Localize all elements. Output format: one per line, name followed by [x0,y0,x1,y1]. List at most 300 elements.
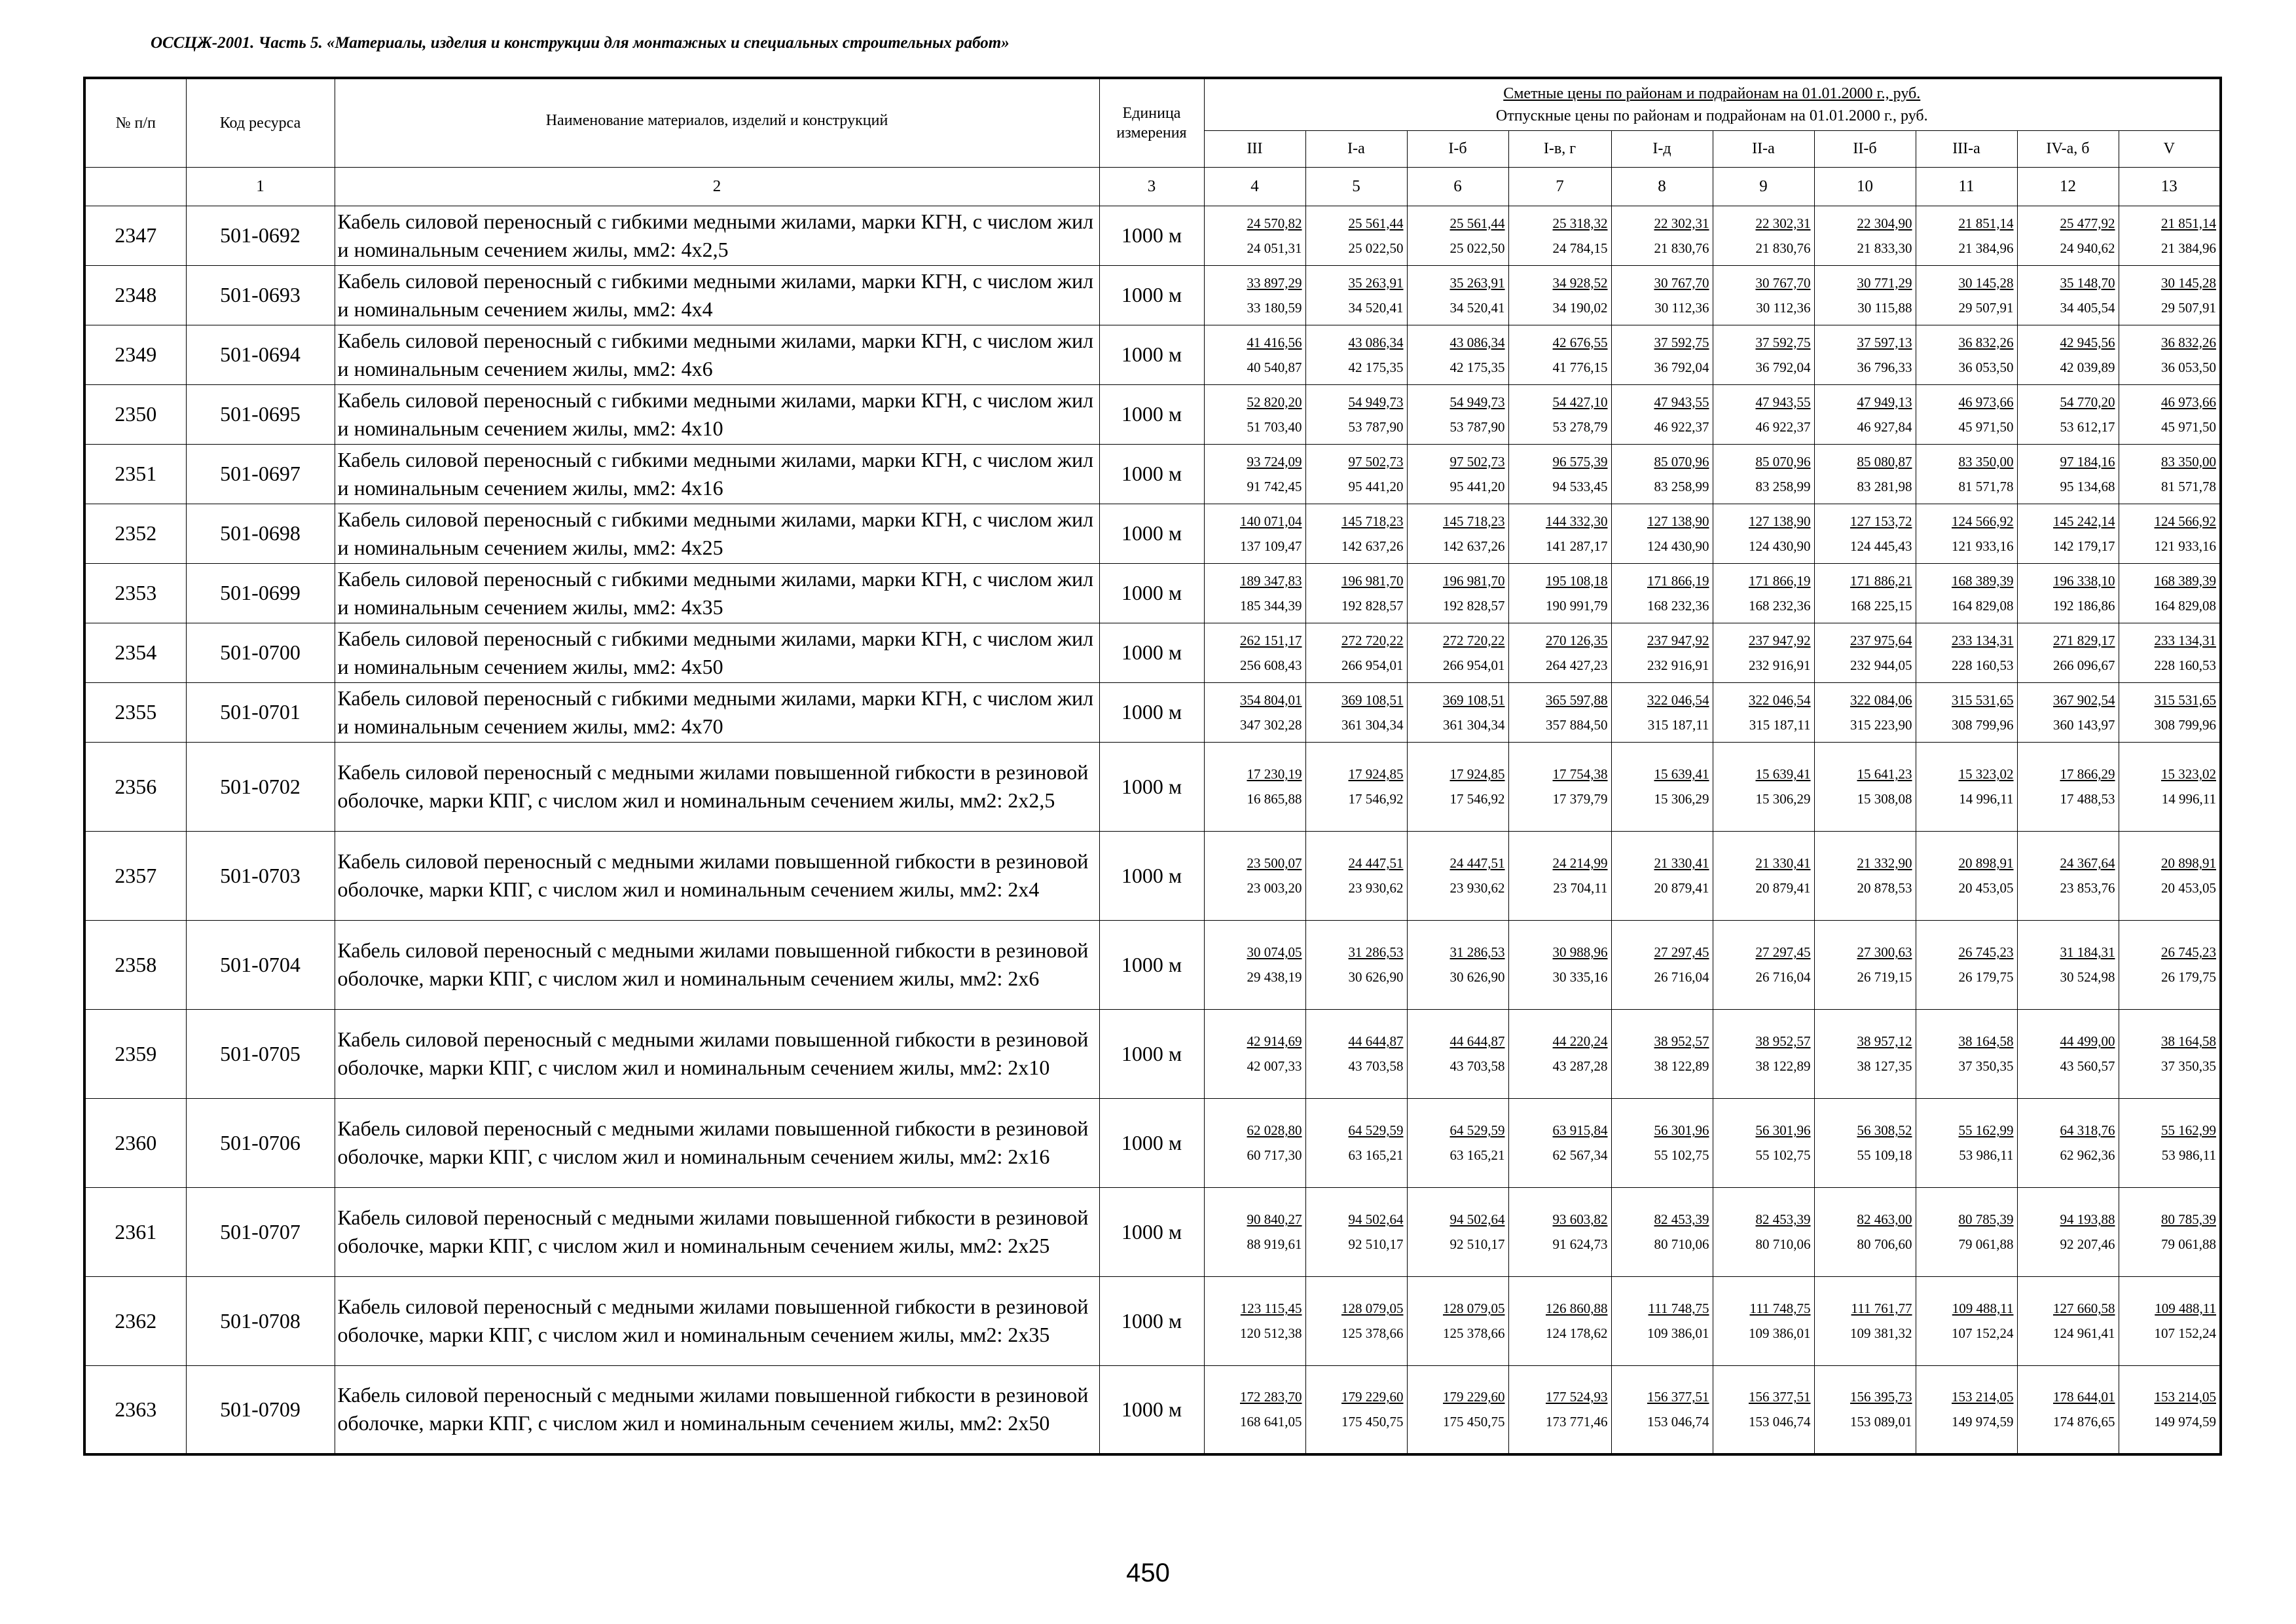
price-cell [1508,384,1611,444]
resource-code: 501-0697 [186,444,335,504]
estimated-price: 30 145,28 [2161,274,2216,291]
estimated-price: 54 770,20 [2060,394,2115,410]
material-name: Кабель силовой переносный с гибкими медными жилами, марки КГН, с числом жил и номинальным сечением жилы, мм2: 4х70 [335,682,1099,742]
price-cell [1611,265,1713,325]
estimated-price: 47 943,55 [1654,394,1709,410]
price-cell [1713,265,1814,325]
material-name: Кабель силовой переносный с медными жилами повышенной гибкости в резиновой оболочке, марки КПГ, с числом жил и номинальным сечением жилы, мм2: 2х50 [335,1365,1099,1454]
estimated-price: 237 947,92 [1647,632,1709,648]
estimated-price: 31 184,31 [2060,944,2115,960]
price-cell [1508,742,1611,831]
estimated-price: 30 074,05 [1247,944,1302,960]
header-code: Код ресурса [186,78,335,167]
release-price: 21 384,96 [1958,240,2014,256]
price-cell [1713,504,1814,563]
release-price: 30 524,98 [2060,969,2115,985]
release-price: 29 507,91 [1958,299,2014,316]
estimated-price: 126 860,88 [1546,1301,1608,1316]
release-price: 45 971,50 [2161,418,2216,435]
estimated-price: 97 184,16 [2060,453,2115,470]
price-cell [2017,920,2119,1009]
release-price: 308 799,96 [2154,716,2216,733]
estimated-price: 30 145,28 [1958,274,2014,291]
release-price: 36 792,04 [1654,359,1709,375]
column-number: 9 [1713,167,1814,206]
estimated-price: 26 745,23 [1958,944,2014,960]
estimated-price: 322 046,54 [1749,692,1811,708]
header-name: Наименование материалов, изделий и конструкций [335,78,1099,167]
price-cell [2017,325,2119,384]
release-price: 168 232,36 [1749,597,1811,614]
price-cell [1407,623,1508,682]
release-price: 24 051,31 [1247,240,1302,256]
price-cell [1407,325,1508,384]
price-cell [1611,1098,1713,1187]
price-cell [1305,742,1407,831]
estimated-price: 156 395,73 [1850,1389,1912,1405]
price-cell [2017,742,2119,831]
release-price: 175 450,75 [1341,1414,1404,1430]
release-price: 185 344,39 [1240,597,1302,614]
estimated-price: 124 566,92 [1952,513,2014,529]
row-number: 2358 [84,920,186,1009]
column-number: 11 [1916,167,2017,206]
unit: 1000 м [1099,682,1204,742]
estimated-price: 31 286,53 [1449,944,1505,960]
release-price: 137 109,47 [1240,538,1302,554]
release-price: 124 961,41 [2053,1325,2115,1341]
release-price: 42 039,89 [2060,359,2115,375]
header-region: III [1204,130,1305,167]
release-price: 55 102,75 [1755,1147,1811,1163]
price-cell [1407,742,1508,831]
estimated-price: 195 108,18 [1546,572,1608,589]
release-price: 361 304,34 [1341,716,1404,733]
estimated-price: 15 323,02 [1958,766,2014,782]
estimated-price: 144 332,30 [1546,513,1608,529]
release-price: 34 520,41 [1348,299,1404,316]
estimated-price: 41 416,56 [1247,334,1302,350]
column-number: 2 [335,167,1099,206]
release-price: 81 571,78 [2161,478,2216,494]
estimated-price: 109 488,11 [2155,1301,2216,1316]
price-cell [1916,384,2017,444]
price-cell [1204,831,1305,920]
release-price: 79 061,88 [2161,1236,2216,1252]
release-price: 83 281,98 [1857,478,1912,494]
estimated-price: 127 138,90 [1749,513,1811,529]
price-cell [2017,1009,2119,1098]
price-cell [1204,206,1305,265]
unit: 1000 м [1099,1365,1204,1454]
price-cell [1814,384,1916,444]
estimated-price: 233 134,31 [1952,632,2014,648]
estimated-price: 189 347,83 [1240,572,1302,589]
release-price: 46 922,37 [1755,418,1811,435]
column-number: 4 [1204,167,1305,206]
price-cell [2017,504,2119,563]
price-cell [1814,682,1916,742]
material-name: Кабель силовой переносный с медными жилами повышенной гибкости в резиновой оболочке, марки КПГ, с числом жил и номинальным сечением жилы, мм2: 2х6 [335,920,1099,1009]
estimated-price: 367 902,54 [2053,692,2115,708]
estimated-price: 24 447,51 [1449,855,1505,871]
estimated-price: 37 597,13 [1857,334,1912,350]
estimated-price: 23 500,07 [1247,855,1302,871]
estimated-price: 31 286,53 [1348,944,1404,960]
release-price: 46 922,37 [1654,418,1709,435]
release-price: 34 190,02 [1552,299,1608,316]
unit: 1000 м [1099,742,1204,831]
estimated-price: 94 502,64 [1449,1211,1505,1227]
estimated-price: 123 115,45 [1240,1301,1302,1316]
estimated-price: 82 453,39 [1654,1211,1709,1227]
price-cell [1611,1276,1713,1365]
price-cell [2017,682,2119,742]
estimated-price: 30 988,96 [1552,944,1608,960]
release-price: 228 160,53 [2154,657,2216,673]
release-price: 109 386,01 [1647,1325,1709,1341]
header-region: III-а [1916,130,2017,167]
estimated-price: 38 952,57 [1755,1033,1811,1049]
release-price: 30 112,36 [1654,299,1709,316]
estimated-price: 262 151,17 [1240,632,1302,648]
release-price: 192 828,57 [1443,597,1505,614]
price-cell [1916,444,2017,504]
table-row [84,206,2221,265]
estimated-price: 25 318,32 [1552,215,1608,231]
resource-code: 501-0699 [186,563,335,623]
release-price: 36 053,50 [2161,359,2216,375]
release-price: 149 974,59 [1952,1414,2014,1430]
estimated-price: 85 070,96 [1654,453,1709,470]
estimated-price: 85 070,96 [1755,453,1811,470]
estimated-price: 54 949,73 [1449,394,1505,410]
material-name: Кабель силовой переносный с гибкими медными жилами, марки КГН, с числом жил и номинальным сечением жилы, мм2: 4х2,5 [335,206,1099,265]
release-price: 121 933,16 [2154,538,2216,554]
estimated-price: 127 660,58 [2053,1301,2115,1316]
release-price: 20 879,41 [1654,880,1709,896]
release-price: 42 007,33 [1247,1058,1302,1074]
release-price: 23 930,62 [1348,880,1404,896]
release-price: 347 302,28 [1240,716,1302,733]
material-name: Кабель силовой переносный с гибкими медными жилами, марки КГН, с числом жил и номинальным сечением жилы, мм2: 4х35 [335,563,1099,623]
price-cell [1204,742,1305,831]
estimated-price: 80 785,39 [1958,1211,2014,1227]
release-price: 175 450,75 [1443,1414,1505,1430]
unit: 1000 м [1099,265,1204,325]
header-prices-estimated: Сметные цены по районам и подрайонам на 01.01.2000 г., руб. [1503,84,1921,102]
price-cell [1713,1098,1814,1187]
price-cell [2017,1276,2119,1365]
resource-code: 501-0707 [186,1187,335,1276]
estimated-price: 140 071,04 [1240,513,1302,529]
price-cell [1305,1187,1407,1276]
row-number: 2354 [84,623,186,682]
price-cell [1305,1276,1407,1365]
row-number: 2347 [84,206,186,265]
table-row [84,682,2221,742]
material-name: Кабель силовой переносный с гибкими медными жилами, марки КГН, с числом жил и номинальным сечением жилы, мм2: 4х6 [335,325,1099,384]
estimated-price: 271 829,17 [2053,632,2115,648]
release-price: 315 187,11 [1749,716,1811,733]
release-price: 36 792,04 [1755,359,1811,375]
material-name: Кабель силовой переносный с медными жилами повышенной гибкости в резиновой оболочке, марки КПГ, с числом жил и номинальным сечением жилы, мм2: 2х2,5 [335,742,1099,831]
price-cell [1611,831,1713,920]
release-price: 26 179,75 [2161,969,2216,985]
estimated-price: 94 502,64 [1348,1211,1404,1227]
release-price: 174 876,65 [2053,1414,2115,1430]
release-price: 34 405,54 [2060,299,2115,316]
release-price: 33 180,59 [1247,299,1302,316]
estimated-price: 97 502,73 [1449,453,1505,470]
release-price: 46 927,84 [1857,418,1912,435]
estimated-price: 128 079,05 [1443,1301,1505,1316]
table-row [84,1187,2221,1276]
price-cell [1508,1276,1611,1365]
price-cell [1611,325,1713,384]
price-cell [1407,504,1508,563]
column-number: 5 [1305,167,1407,206]
release-price: 20 453,05 [1958,880,2014,896]
table-row [84,742,2221,831]
material-name: Кабель силовой переносный с гибкими медными жилами, марки КГН, с числом жил и номинальным сечением жилы, мм2: 4х50 [335,623,1099,682]
release-price: 53 986,11 [2161,1147,2216,1163]
table-row [84,1009,2221,1098]
release-price: 20 453,05 [2161,880,2216,896]
estimated-price: 54 427,10 [1552,394,1608,410]
release-price: 125 378,66 [1341,1325,1404,1341]
estimated-price: 64 318,76 [2060,1122,2115,1138]
release-price: 228 160,53 [1952,657,2014,673]
resource-code: 501-0694 [186,325,335,384]
estimated-price: 369 108,51 [1443,692,1505,708]
price-cell [1713,1187,1814,1276]
estimated-price: 42 945,56 [2060,334,2115,350]
release-price: 81 571,78 [1958,478,2014,494]
table-row [84,623,2221,682]
estimated-price: 37 592,75 [1654,334,1709,350]
price-cell [1204,384,1305,444]
price-cell [1508,1098,1611,1187]
price-cell [1204,682,1305,742]
price-cell [1814,325,1916,384]
price-cell [1305,1098,1407,1187]
release-price: 38 122,89 [1755,1058,1811,1074]
column-number: 1 [186,167,335,206]
estimated-price: 22 302,31 [1654,215,1709,231]
table-row [84,504,2221,563]
price-cell [1713,444,1814,504]
estimated-price: 17 866,29 [2060,766,2115,782]
estimated-price: 44 644,87 [1449,1033,1505,1049]
price-cell [2119,1276,2221,1365]
release-price: 37 350,35 [1958,1058,2014,1074]
unit: 1000 м [1099,920,1204,1009]
estimated-price: 38 952,57 [1654,1033,1709,1049]
material-name: Кабель силовой переносный с гибкими медными жилами, марки КГН, с числом жил и номинальным сечением жилы, мм2: 4х4 [335,265,1099,325]
release-price: 17 546,92 [1348,791,1404,807]
estimated-price: 26 745,23 [2161,944,2216,960]
price-cell [2017,563,2119,623]
estimated-price: 42 676,55 [1552,334,1608,350]
row-number: 2349 [84,325,186,384]
release-price: 107 152,24 [1952,1325,2014,1341]
price-cell [1407,831,1508,920]
estimated-price: 37 592,75 [1755,334,1811,350]
price-cell [1305,563,1407,623]
material-name: Кабель силовой переносный с медными жилами повышенной гибкости в резиновой оболочке, марки КПГ, с числом жил и номинальным сечением жилы, мм2: 2х4 [335,831,1099,920]
price-cell [1204,1187,1305,1276]
price-cell [1204,1009,1305,1098]
release-price: 95 441,20 [1348,478,1404,494]
estimated-price: 17 754,38 [1552,766,1608,782]
release-price: 124 178,62 [1546,1325,1608,1341]
price-cell [1508,444,1611,504]
release-price: 95 441,20 [1449,478,1505,494]
release-price: 30 626,90 [1449,969,1505,985]
price-cell [2119,920,2221,1009]
release-price: 21 833,30 [1857,240,1912,256]
release-price: 14 996,11 [2161,791,2216,807]
price-cell [2017,1365,2119,1454]
price-cell [1204,563,1305,623]
column-number: 7 [1508,167,1611,206]
release-price: 164 829,08 [1952,597,2014,614]
estimated-price: 63 915,84 [1552,1122,1608,1138]
price-cell [1508,623,1611,682]
price-cell [1204,1365,1305,1454]
header-no: № п/п [84,78,186,167]
estimated-price: 35 263,91 [1449,274,1505,291]
price-cell [2119,1009,2221,1098]
price-cell [1713,742,1814,831]
price-cell [1611,623,1713,682]
price-cell [2119,444,2221,504]
row-number: 2348 [84,265,186,325]
release-price: 141 287,17 [1546,538,1608,554]
row-number: 2353 [84,563,186,623]
estimated-price: 36 832,26 [2161,334,2216,350]
column-number-empty [84,167,186,206]
material-name: Кабель силовой переносный с гибкими медными жилами, марки КГН, с числом жил и номинальным сечением жилы, мм2: 4х25 [335,504,1099,563]
estimated-price: 127 153,72 [1850,513,1912,529]
table-row [84,325,2221,384]
estimated-price: 21 332,90 [1857,855,1912,871]
price-cell [2017,623,2119,682]
release-price: 37 350,35 [2161,1058,2216,1074]
price-cell [1305,206,1407,265]
price-cell [1611,384,1713,444]
price-cell [1916,920,2017,1009]
column-number: 12 [2017,167,2119,206]
release-price: 29 438,19 [1247,969,1302,985]
price-cell [1407,563,1508,623]
price-cell [1407,920,1508,1009]
price-cell [1611,682,1713,742]
release-price: 91 742,45 [1247,478,1302,494]
estimated-price: 128 079,05 [1341,1301,1404,1316]
price-cell [1305,682,1407,742]
price-cell [1305,265,1407,325]
price-cell [1814,1098,1916,1187]
release-price: 30 112,36 [1756,299,1811,316]
price-cell [1814,444,1916,504]
release-price: 30 626,90 [1348,969,1404,985]
column-number: 13 [2119,167,2221,206]
release-price: 42 175,35 [1449,359,1505,375]
release-price: 173 771,46 [1546,1414,1608,1430]
estimated-price: 171 866,19 [1749,572,1811,589]
estimated-price: 17 924,85 [1449,766,1505,782]
release-price: 80 706,60 [1857,1236,1912,1252]
price-cell [1204,623,1305,682]
estimated-price: 315 531,65 [1952,692,2014,708]
price-cell [1713,1276,1814,1365]
release-price: 21 830,76 [1654,240,1709,256]
price-cell [2017,265,2119,325]
price-cell [1814,1187,1916,1276]
price-cell [1713,920,1814,1009]
release-price: 43 287,28 [1552,1058,1608,1074]
estimated-price: 15 639,41 [1755,766,1811,782]
release-price: 124 430,90 [1749,538,1811,554]
resource-code: 501-0698 [186,504,335,563]
release-price: 124 445,43 [1850,538,1912,554]
release-price: 124 430,90 [1647,538,1709,554]
price-cell [2119,831,2221,920]
price-cell [1305,504,1407,563]
estimated-price: 56 308,52 [1857,1122,1912,1138]
release-price: 25 022,50 [1449,240,1505,256]
price-cell [1814,265,1916,325]
price-cell [1916,742,2017,831]
estimated-price: 111 748,75 [1749,1301,1811,1316]
estimated-price: 369 108,51 [1341,692,1404,708]
release-price: 142 637,26 [1443,538,1505,554]
release-price: 107 152,24 [2154,1325,2216,1341]
release-price: 149 974,59 [2154,1414,2216,1430]
estimated-price: 237 947,92 [1749,632,1811,648]
price-cell [1407,1187,1508,1276]
estimated-price: 20 898,91 [1958,855,2014,871]
estimated-price: 179 229,60 [1341,1389,1404,1405]
header-region: II-а [1713,130,1814,167]
page-number: 450 [1126,1559,1170,1587]
release-price: 16 865,88 [1247,791,1302,807]
release-price: 40 540,87 [1247,359,1302,375]
release-price: 153 089,01 [1850,1414,1912,1430]
header-region: II-б [1814,130,1916,167]
release-price: 95 134,68 [2060,478,2115,494]
release-price: 190 991,79 [1546,597,1608,614]
table-row [84,1365,2221,1454]
release-price: 125 378,66 [1443,1325,1505,1341]
release-price: 266 954,01 [1443,657,1505,673]
price-cell [1407,444,1508,504]
price-cell [1204,444,1305,504]
release-price: 41 776,15 [1552,359,1608,375]
price-cell [1916,1365,2017,1454]
release-price: 315 187,11 [1647,716,1709,733]
material-name: Кабель силовой переносный с медными жилами повышенной гибкости в резиновой оболочке, марки КПГ, с числом жил и номинальным сечением жилы, мм2: 2х35 [335,1276,1099,1365]
resource-code: 501-0700 [186,623,335,682]
price-cell [1916,1009,2017,1098]
release-price: 168 641,05 [1240,1414,1302,1430]
release-price: 53 612,17 [2060,418,2115,435]
price-cell [1407,1276,1508,1365]
price-cell [2119,206,2221,265]
price-cell [1916,1187,2017,1276]
